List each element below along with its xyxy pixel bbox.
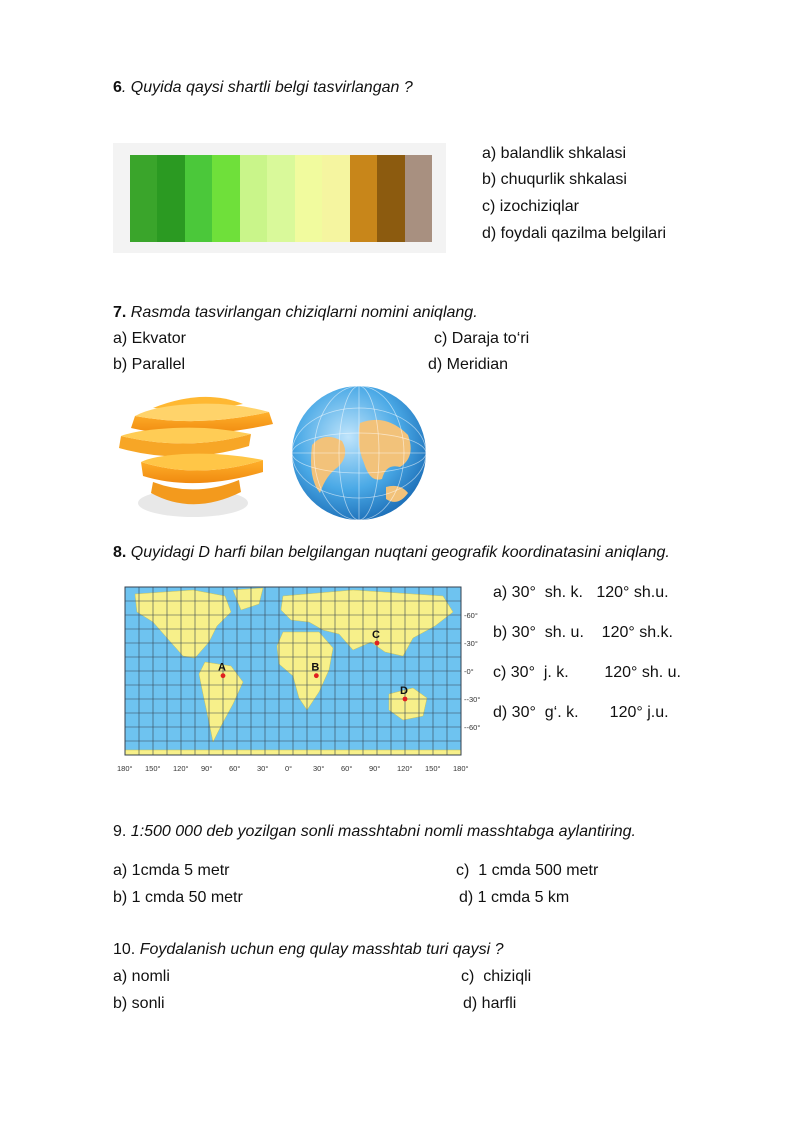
q8-option-d: d) 30° g‘. k. 120° j.u. bbox=[493, 704, 669, 721]
longitude-label: 150° bbox=[145, 764, 161, 773]
longitude-label: 30° bbox=[257, 764, 269, 773]
world-map-svg bbox=[113, 582, 488, 778]
map-point-marker bbox=[375, 641, 380, 646]
scale-swatch bbox=[295, 155, 322, 242]
question-10-number: 10. bbox=[113, 941, 136, 958]
question-8-text: Quyidagi D harfi bilan belgilangan nuqtani geografik koordinatasini aniqlang. bbox=[126, 544, 670, 561]
q9-option-a: a) 1cmda 5 metr bbox=[113, 862, 230, 879]
q10-option-c: c) chiziqli bbox=[461, 968, 532, 985]
question-7-text: Rasmda tasvirlangan chiziqlarni nomini aniqlang. bbox=[126, 304, 478, 321]
q10-option-a: a) nomli bbox=[113, 968, 170, 985]
q7-option-d: d) Meridian bbox=[428, 356, 509, 373]
scale-swatch bbox=[267, 155, 294, 242]
latitude-label: --30° bbox=[464, 695, 481, 704]
height-scale-legend bbox=[113, 143, 446, 253]
question-8-number: 8. bbox=[113, 544, 127, 561]
map-point-label: D bbox=[400, 685, 408, 697]
question-10-title bbox=[113, 941, 503, 959]
scale-swatch bbox=[405, 155, 432, 242]
scale-swatch bbox=[130, 155, 157, 242]
q9-option-b: b) 1 cmda 50 metr bbox=[113, 889, 243, 906]
longitude-label: 150° bbox=[425, 764, 441, 773]
q10-option-d: d) harfli bbox=[463, 995, 517, 1012]
q6-option-a: a) balandlik shkalasi bbox=[482, 145, 627, 162]
longitude-label: 180° bbox=[453, 764, 469, 773]
longitude-label: 120° bbox=[173, 764, 189, 773]
question-8-title bbox=[113, 544, 670, 562]
scale-swatch bbox=[322, 155, 349, 242]
scale-swatch bbox=[240, 155, 267, 242]
question-6-title bbox=[113, 79, 413, 97]
q7-option-b: b) Parallel bbox=[113, 356, 186, 373]
question-7-number: 7. bbox=[113, 304, 127, 321]
map-point-label: C bbox=[372, 629, 380, 641]
longitude-label: 0° bbox=[285, 764, 293, 773]
map-point-label: A bbox=[218, 661, 226, 674]
color-scale-bar bbox=[130, 155, 432, 242]
latitude-label: -0° bbox=[464, 667, 474, 676]
map-point-label: B bbox=[311, 661, 320, 674]
question-6-text: . Quyida qaysi shartli belgi tasvirlangan ? bbox=[121, 79, 413, 96]
scale-swatch bbox=[185, 155, 212, 242]
map-point-marker bbox=[221, 673, 226, 678]
q6-option-d: d) foydali qazilma belgilari bbox=[482, 225, 667, 242]
q7-option-a: a) Ekvator bbox=[113, 330, 186, 347]
globe-image bbox=[290, 383, 428, 523]
latitude-label: -60° bbox=[464, 611, 478, 620]
scale-swatch bbox=[350, 155, 377, 242]
longitude-label: 180° bbox=[117, 764, 133, 773]
world-map bbox=[113, 582, 488, 778]
q8-option-c: c) 30° j. k. 120° sh. u. bbox=[493, 664, 681, 681]
orange-slices-image bbox=[113, 388, 278, 520]
map-point-marker bbox=[314, 673, 319, 678]
longitude-label: 60° bbox=[229, 764, 241, 773]
map-point-marker bbox=[403, 697, 408, 702]
q9-option-c: c) 1 cmda 500 metr bbox=[456, 862, 599, 879]
question-6-number: 6 bbox=[113, 79, 122, 96]
q6-option-b: b) chuqurlik shkalasi bbox=[482, 171, 627, 188]
question-9-title bbox=[113, 823, 636, 841]
q7-option-c: c) Daraja to‘ri bbox=[434, 330, 530, 347]
longitude-label: 90° bbox=[369, 764, 381, 773]
longitude-label: 90° bbox=[201, 764, 213, 773]
latitude-label: --60° bbox=[464, 723, 481, 732]
longitude-label: 60° bbox=[341, 764, 353, 773]
question-9-text: 1:500 000 deb yozilgan sonli masshtabni nomli masshtabga aylantiring. bbox=[126, 823, 636, 840]
longitude-label: 30° bbox=[313, 764, 325, 773]
longitude-label: 120° bbox=[397, 764, 413, 773]
q8-option-a: a) 30° sh. k. 120° sh.u. bbox=[493, 584, 669, 601]
q10-option-b: b) sonli bbox=[113, 995, 165, 1012]
q9-option-d: d) 1 cmda 5 km bbox=[459, 889, 570, 906]
scale-swatch bbox=[377, 155, 404, 242]
q6-option-c: c) izochiziqlar bbox=[482, 198, 579, 215]
scale-swatch bbox=[212, 155, 239, 242]
scale-swatch bbox=[157, 155, 184, 242]
latitude-label: -30° bbox=[464, 639, 478, 648]
question-10-text: Foydalanish uchun eng qulay masshtab turi qaysi ? bbox=[135, 941, 504, 958]
question-9-number: 9. bbox=[113, 823, 127, 840]
question-7-title bbox=[113, 304, 478, 322]
q8-option-b: b) 30° sh. u. 120° sh.k. bbox=[493, 624, 673, 641]
